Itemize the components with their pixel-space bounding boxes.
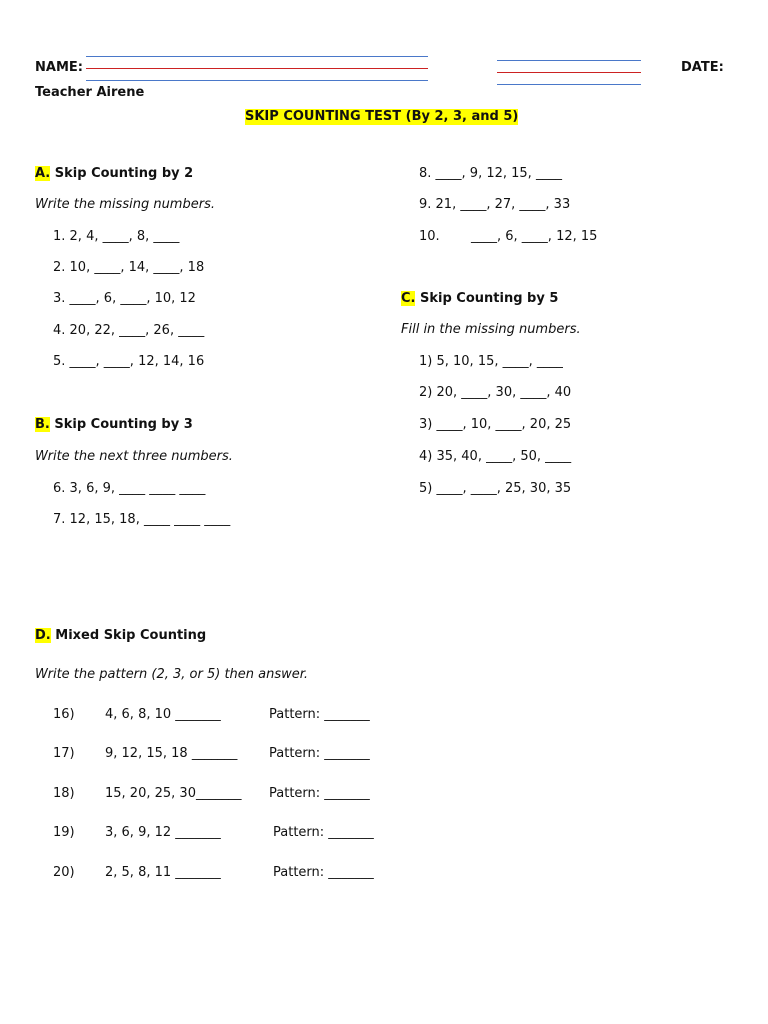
question-5[interactable]: 5. ____, ____, 12, 14, 16 [53, 354, 205, 369]
question-20-number: 20) [53, 865, 75, 880]
question-18-number: 18) [53, 786, 75, 801]
section-c-title: Skip Counting by 5 [420, 291, 559, 306]
question-9[interactable]: 9. 21, ____, 27, ____, 33 [419, 197, 571, 212]
question-18-pattern[interactable]: Pattern: _______ [269, 786, 370, 801]
section-b-instruction: Write the next three numbers. [35, 449, 233, 464]
teacher-name: Teacher Airene [35, 85, 145, 100]
question-10[interactable]: ____, 6, ____, 12, 15 [471, 229, 598, 244]
section-a-heading [35, 166, 193, 182]
section-b-letter: B. [35, 417, 50, 432]
question-c-4[interactable]: 4) 35, 40, ____, 50, ____ [419, 449, 572, 464]
name-line-mid[interactable] [86, 68, 428, 69]
question-10-number: 10. [419, 229, 440, 244]
name-line-top [86, 56, 428, 57]
date-line-mid[interactable] [497, 72, 641, 73]
question-3[interactable]: 3. ____, 6, ____, 10, 12 [53, 291, 196, 306]
question-17-sequence[interactable]: 9, 12, 15, 18 _______ [105, 746, 238, 761]
section-d-heading [35, 628, 206, 644]
question-16-pattern[interactable]: Pattern: _______ [269, 707, 370, 722]
question-20-pattern[interactable]: Pattern: _______ [273, 865, 374, 880]
question-c-1[interactable]: 1) 5, 10, 15, ____, ____ [419, 354, 563, 369]
question-6[interactable]: 6. 3, 6, 9, ____ ____ ____ [53, 481, 206, 496]
date-label: DATE: [681, 60, 724, 75]
question-8[interactable]: 8. ____, 9, 12, 15, ____ [419, 166, 562, 181]
section-c-letter: C. [401, 291, 416, 306]
question-19-number: 19) [53, 825, 75, 840]
name-line-bottom [86, 80, 428, 81]
page-title: SKIP COUNTING TEST (By 2, 3, and 5) [245, 109, 519, 124]
question-7[interactable]: 7. 12, 15, 18, ____ ____ ____ [53, 512, 231, 527]
question-19-sequence[interactable]: 3, 6, 9, 12 _______ [105, 825, 221, 840]
question-1[interactable]: 1. 2, 4, ____, 8, ____ [53, 229, 180, 244]
question-20-sequence[interactable]: 2, 5, 8, 11 _______ [105, 865, 221, 880]
section-b-title: Skip Counting by 3 [54, 417, 193, 432]
question-c-2[interactable]: 2) 20, ____, 30, ____, 40 [419, 385, 572, 400]
question-19-pattern[interactable]: Pattern: _______ [273, 825, 374, 840]
section-a-letter: A. [35, 166, 51, 181]
date-line-bottom [497, 84, 641, 85]
date-line-top [497, 60, 641, 61]
question-4[interactable]: 4. 20, 22, ____, 26, ____ [53, 323, 205, 338]
question-c-5[interactable]: 5) ____, ____, 25, 30, 35 [419, 481, 572, 496]
question-2[interactable]: 2. 10, ____, 14, ____, 18 [53, 260, 205, 275]
question-18-sequence[interactable]: 15, 20, 25, 30_______ [105, 786, 242, 801]
section-a-instruction: Write the missing numbers. [35, 197, 215, 212]
section-d-letter: D. [35, 628, 51, 643]
section-c-instruction: Fill in the missing numbers. [401, 322, 581, 337]
section-d-title: Mixed Skip Counting [55, 628, 207, 643]
section-d-instruction: Write the pattern (2, 3, or 5) then answer. [35, 667, 309, 682]
question-17-pattern[interactable]: Pattern: _______ [269, 746, 370, 761]
question-16-number: 16) [53, 707, 75, 722]
question-16-sequence[interactable]: 4, 6, 8, 10 _______ [105, 707, 221, 722]
name-label: NAME: [35, 60, 83, 75]
section-a-title: Skip Counting by 2 [54, 166, 194, 181]
question-17-number: 17) [53, 746, 75, 761]
section-b-heading [35, 417, 193, 433]
question-c-3[interactable]: 3) ____, 10, ____, 20, 25 [419, 417, 572, 432]
section-c-heading [401, 291, 558, 307]
